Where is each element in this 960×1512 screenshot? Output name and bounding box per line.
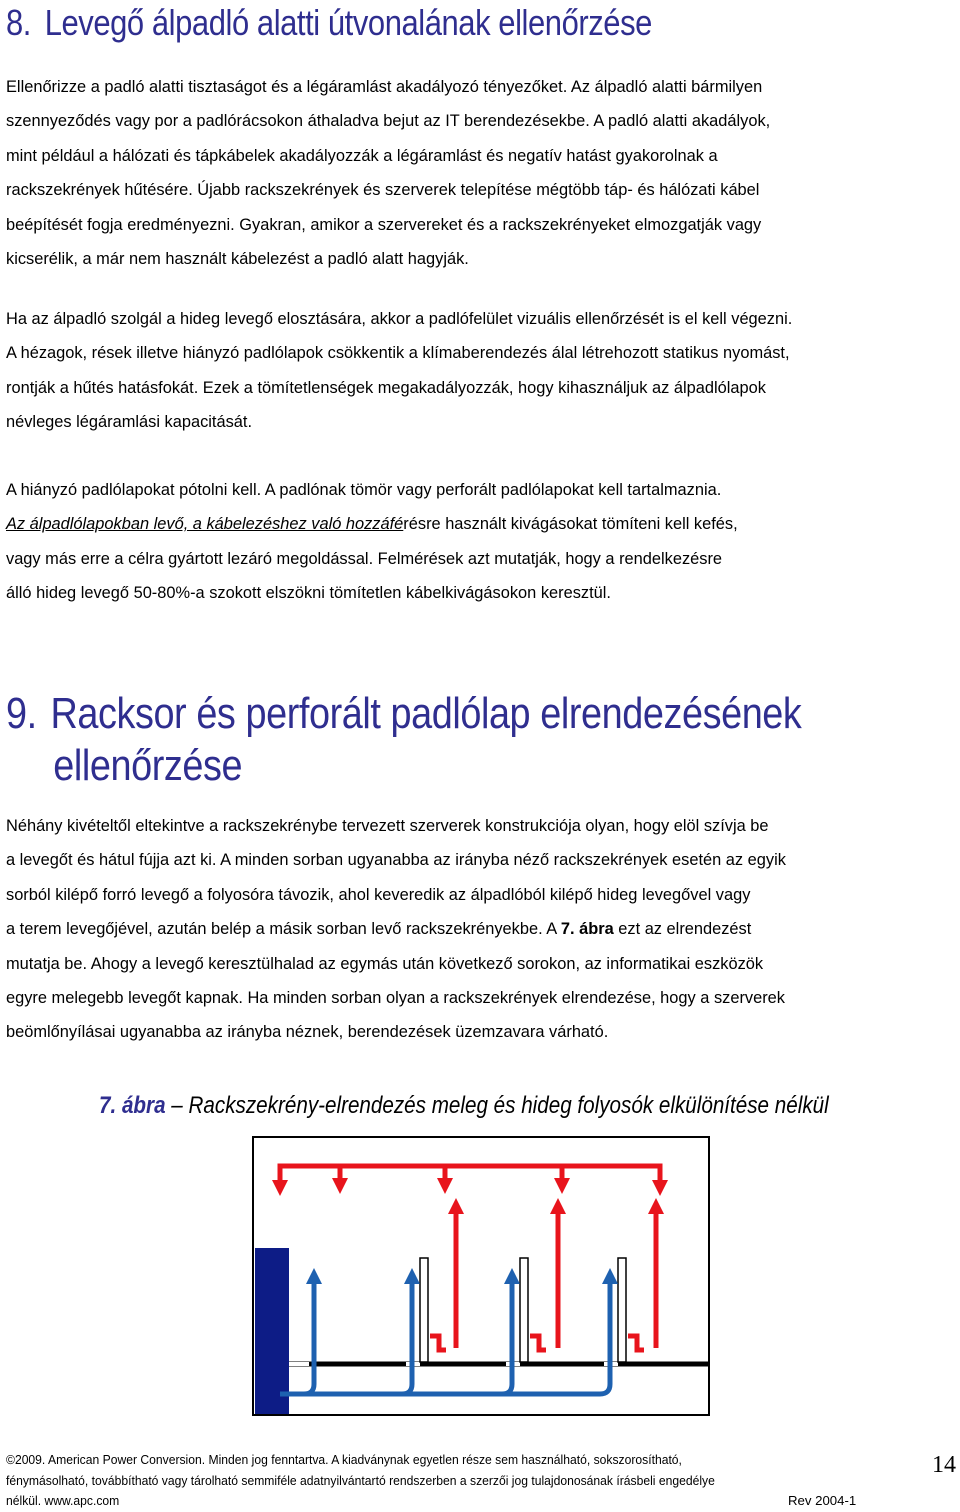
paragraph [6, 809, 956, 1050]
paragraph [6, 70, 956, 276]
hot-air-flow [280, 1166, 660, 1350]
text-segment: a terem levegőjével, azután belép a másik sorban levő rackszekrényekbe. A [6, 920, 561, 939]
text-line: A hiányzó padlólapokat pótolni kell. A padlónak tömör vagy perforált padlólapokat kell tartalmaznia. [6, 481, 722, 499]
section-8-heading [6, 2, 652, 44]
text-line [6, 912, 956, 946]
text-line: álló hideg levegő 50-80%-a szokott elszökni tömítetlen kábelkivágásokon keresztül. [6, 584, 611, 603]
text-line: vagy más erre a célra gyártott lezáró megoldással. Felmérések azt mutatják, hogy a rendelkezésre [6, 549, 723, 568]
rack-row [420, 1258, 626, 1362]
floor-tile [289, 1362, 309, 1366]
crac-unit [255, 1248, 289, 1414]
text-line: Ha az álpadló szolgál a hideg levegő elosztására, akkor a padlófelület vizuális ellenőrzését is el kell végezni. [6, 310, 793, 328]
text-line: beépítését fogja eredményezni. Gyakran, amikor a szervereket és a rackszekrényeket elmozgatják vagy [6, 215, 762, 234]
section-title: Levegő álpadló alatti útvonalának ellenőrzése [44, 2, 652, 43]
text-line: egyre melegebb levegőt kapnak. Ha minden sorban olyan a rackszekrények elrendezése, hogy a szerverek [6, 989, 785, 1008]
caption-text: Rackszekrény-elrendezés meleg és hideg folyosók elkülönítése nélkül [188, 1092, 829, 1119]
figure-7-diagram [252, 1136, 712, 1416]
text-line: szennyeződés vagy por a padlórácsokon áthaladva bejut az IT berendezésekbe. A padló alatti akadályok, [6, 112, 771, 131]
paragraph [6, 302, 956, 440]
footer-line: fénymásolható, továbbítható vagy tárolható semmiféle adatnyilvántartó rendszerben a szerzői jog tulajdonosának írásbeli engedélye [6, 1472, 715, 1488]
section-number: 8. [6, 2, 31, 43]
text-line: névleges légáramlási kapacitását. [6, 413, 252, 432]
text-segment: ezt az elrendezést [613, 920, 752, 939]
text-line: rontják a hűtés hatásfokát. Ezek a tömítetlenségek megakadályozzák, hogy kihasználjuk az álpadlólapok [6, 378, 766, 397]
section-9-heading [6, 688, 801, 792]
figure-caption [99, 1092, 829, 1120]
section-title: Racksor és perforált padlólap elrendezésének [50, 689, 802, 738]
text-line: beömlőnyílásai ugyanabba az irányba néznek, berendezések üzemzavara várható. [6, 1023, 609, 1042]
text-segment: 2009. American Power Conversion. Minden jog fenntartva. A kiadványnak egyetlen része sem használható, sokszorosítható, [14, 1452, 682, 1467]
figure-reference: 7. ábra [560, 920, 614, 939]
text-line: a levegőt és hátul fújja azt ki. A minden sorban ugyanabba az irányba néző rackszekrények esetén az egyik [6, 851, 786, 870]
text-line: kicserélik, a már nem használt kábelezést a padló alatt hagyják. [6, 250, 469, 269]
text-line: rackszekrények hűtésére. Újabb rackszekrények és szerverek telepítése mégtöbb táp- és hálózati kábel [6, 181, 760, 200]
footer-line [6, 1450, 834, 1471]
text-line: Néhány kivételtől eltekintve a rackszekrénybe tervezett szerverek konstrukciója olyan, hogy elöl szívja be [6, 817, 769, 835]
text-segment: résre használt kivágásokat tömíteni kell kefés, [403, 515, 738, 534]
text-line [6, 507, 956, 541]
caption-dash: – [171, 1092, 183, 1119]
text-line: A hézagok, rések illetve hiányzó padlólapok csökkentik a klímaberendezés álal létrehozott statikus nyomást, [6, 344, 790, 363]
text-line: Ellenőrizze a padló alatti tisztaságot és a légáramlást akadályozó tényezőket. Az álpadló alatti bármilyen [6, 78, 763, 96]
copyright-symbol: © [6, 1452, 15, 1467]
page-number: 14 [932, 1452, 956, 1478]
figure-label: 7. ábra [99, 1092, 166, 1119]
section-title: ellenőrzése [53, 741, 243, 790]
text-line: mutatja be. Ahogy a levegő keresztülhalad az egymás után következő sorokon, az informatikai eszközök [6, 954, 764, 973]
text-line: sorból kilépő forró levegő a folyosóra távozik, ahol keveredik az álpadlóból kilépő hideg levegővel vagy [6, 885, 751, 904]
section-number: 9. [6, 689, 37, 738]
revision-label: Rev 2004-1 [788, 1493, 857, 1508]
text-line: mint például a hálózati és tápkábelek akadályozzák a légáramlást és negatív hatást gyakorolnak a [6, 146, 718, 165]
room-outline [253, 1137, 709, 1415]
page-footer [6, 1450, 906, 1512]
italic-underlined-text: Az álpadlólapokban levő, a kábelezéshez való hozzáfé [6, 515, 404, 534]
footer-line: nélkül. www.apc.com [6, 1493, 120, 1509]
paragraph [6, 473, 956, 611]
